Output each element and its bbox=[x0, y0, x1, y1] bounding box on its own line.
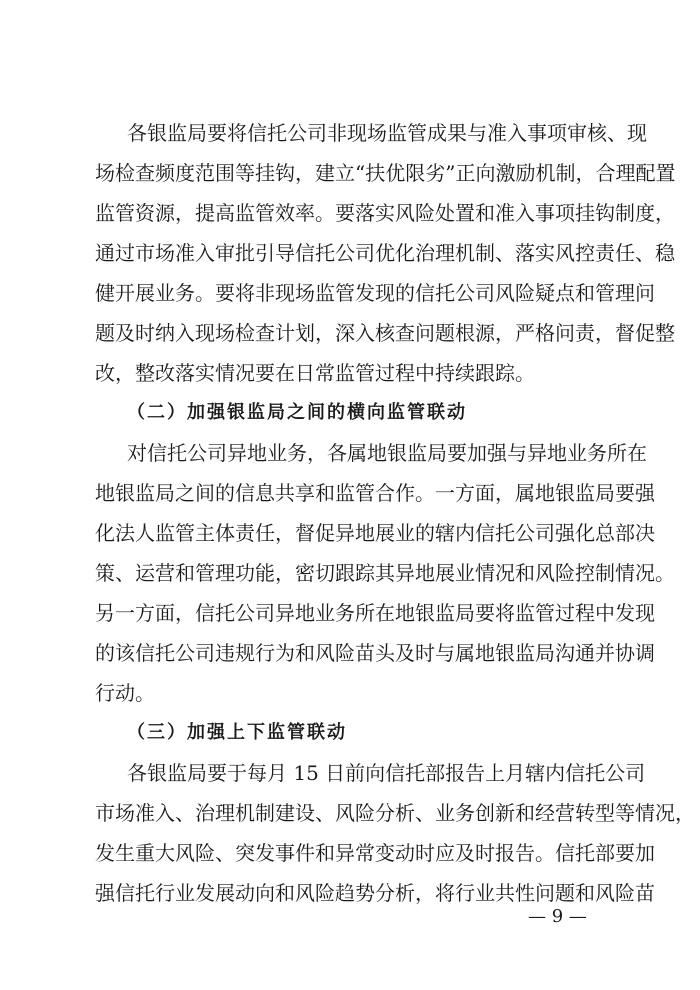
paragraph-line: 对信托公司异地业务，各属地银监局要加强与异地业务所在 bbox=[127, 441, 647, 465]
paragraph-line: 通过市场准入审批引导信托公司优化治理机制、落实风控责任、稳 bbox=[95, 241, 675, 265]
paragraph-line: 地银监局之间的信息共享和监管合作。一方面，属地银监局要强 bbox=[95, 481, 655, 505]
paragraph-line: 各银监局要于每月 15 日前向信托部报告上月辖内信托公司 bbox=[127, 761, 646, 785]
paragraph-line: 发生重大风险、突发事件和异常变动时应及时报告。信托部要加 bbox=[95, 841, 655, 865]
paragraph-line: 改，整改落实情况要在日常监管过程中持续跟踪。 bbox=[95, 361, 535, 385]
paragraph-line: 市场准入、治理机制建设、风险分析、业务创新和经营转型等情况， bbox=[95, 801, 695, 825]
page-number: — 9 — bbox=[528, 906, 587, 927]
section-heading: （三）加强上下监管联动 bbox=[127, 722, 347, 743]
paragraph-line: 各银监局要将信托公司非现场监管成果与准入事项审核、现 bbox=[127, 121, 647, 145]
paragraph-line: 健开展业务。要将非现场监管发现的信托公司风险疑点和管理问 bbox=[95, 281, 655, 305]
paragraph-line: 的该信托公司违规行为和风险苗头及时与属地银监局沟通并协调 bbox=[95, 641, 655, 665]
section-heading: （二）加强银监局之间的横向监管联动 bbox=[127, 402, 467, 423]
paragraph-line: 化法人监管主体责任，督促异地展业的辖内信托公司强化总部决 bbox=[95, 521, 655, 545]
paragraph-line: 题及时纳入现场检查计划，深入核查问题根源，严格问责，督促整 bbox=[95, 321, 675, 345]
paragraph-line: 场检查频度范围等挂钩，建立“扶优限劣”正向激励机制，合理配置 bbox=[95, 161, 676, 185]
paragraph-line: 策、运营和管理功能，密切跟踪其异地展业情况和风险控制情况。 bbox=[95, 561, 675, 585]
paragraph-line: 另一方面，信托公司异地业务所在地银监局要将监管过程中发现 bbox=[95, 601, 655, 625]
paragraph-line: 监管资源，提高监管效率。要落实风险处置和准入事项挂钩制度， bbox=[95, 201, 675, 225]
paragraph-line: 强信托行业发展动向和风险趋势分析，将行业共性问题和风险苗 bbox=[95, 881, 655, 905]
paragraph-line: 行动。 bbox=[95, 681, 155, 705]
